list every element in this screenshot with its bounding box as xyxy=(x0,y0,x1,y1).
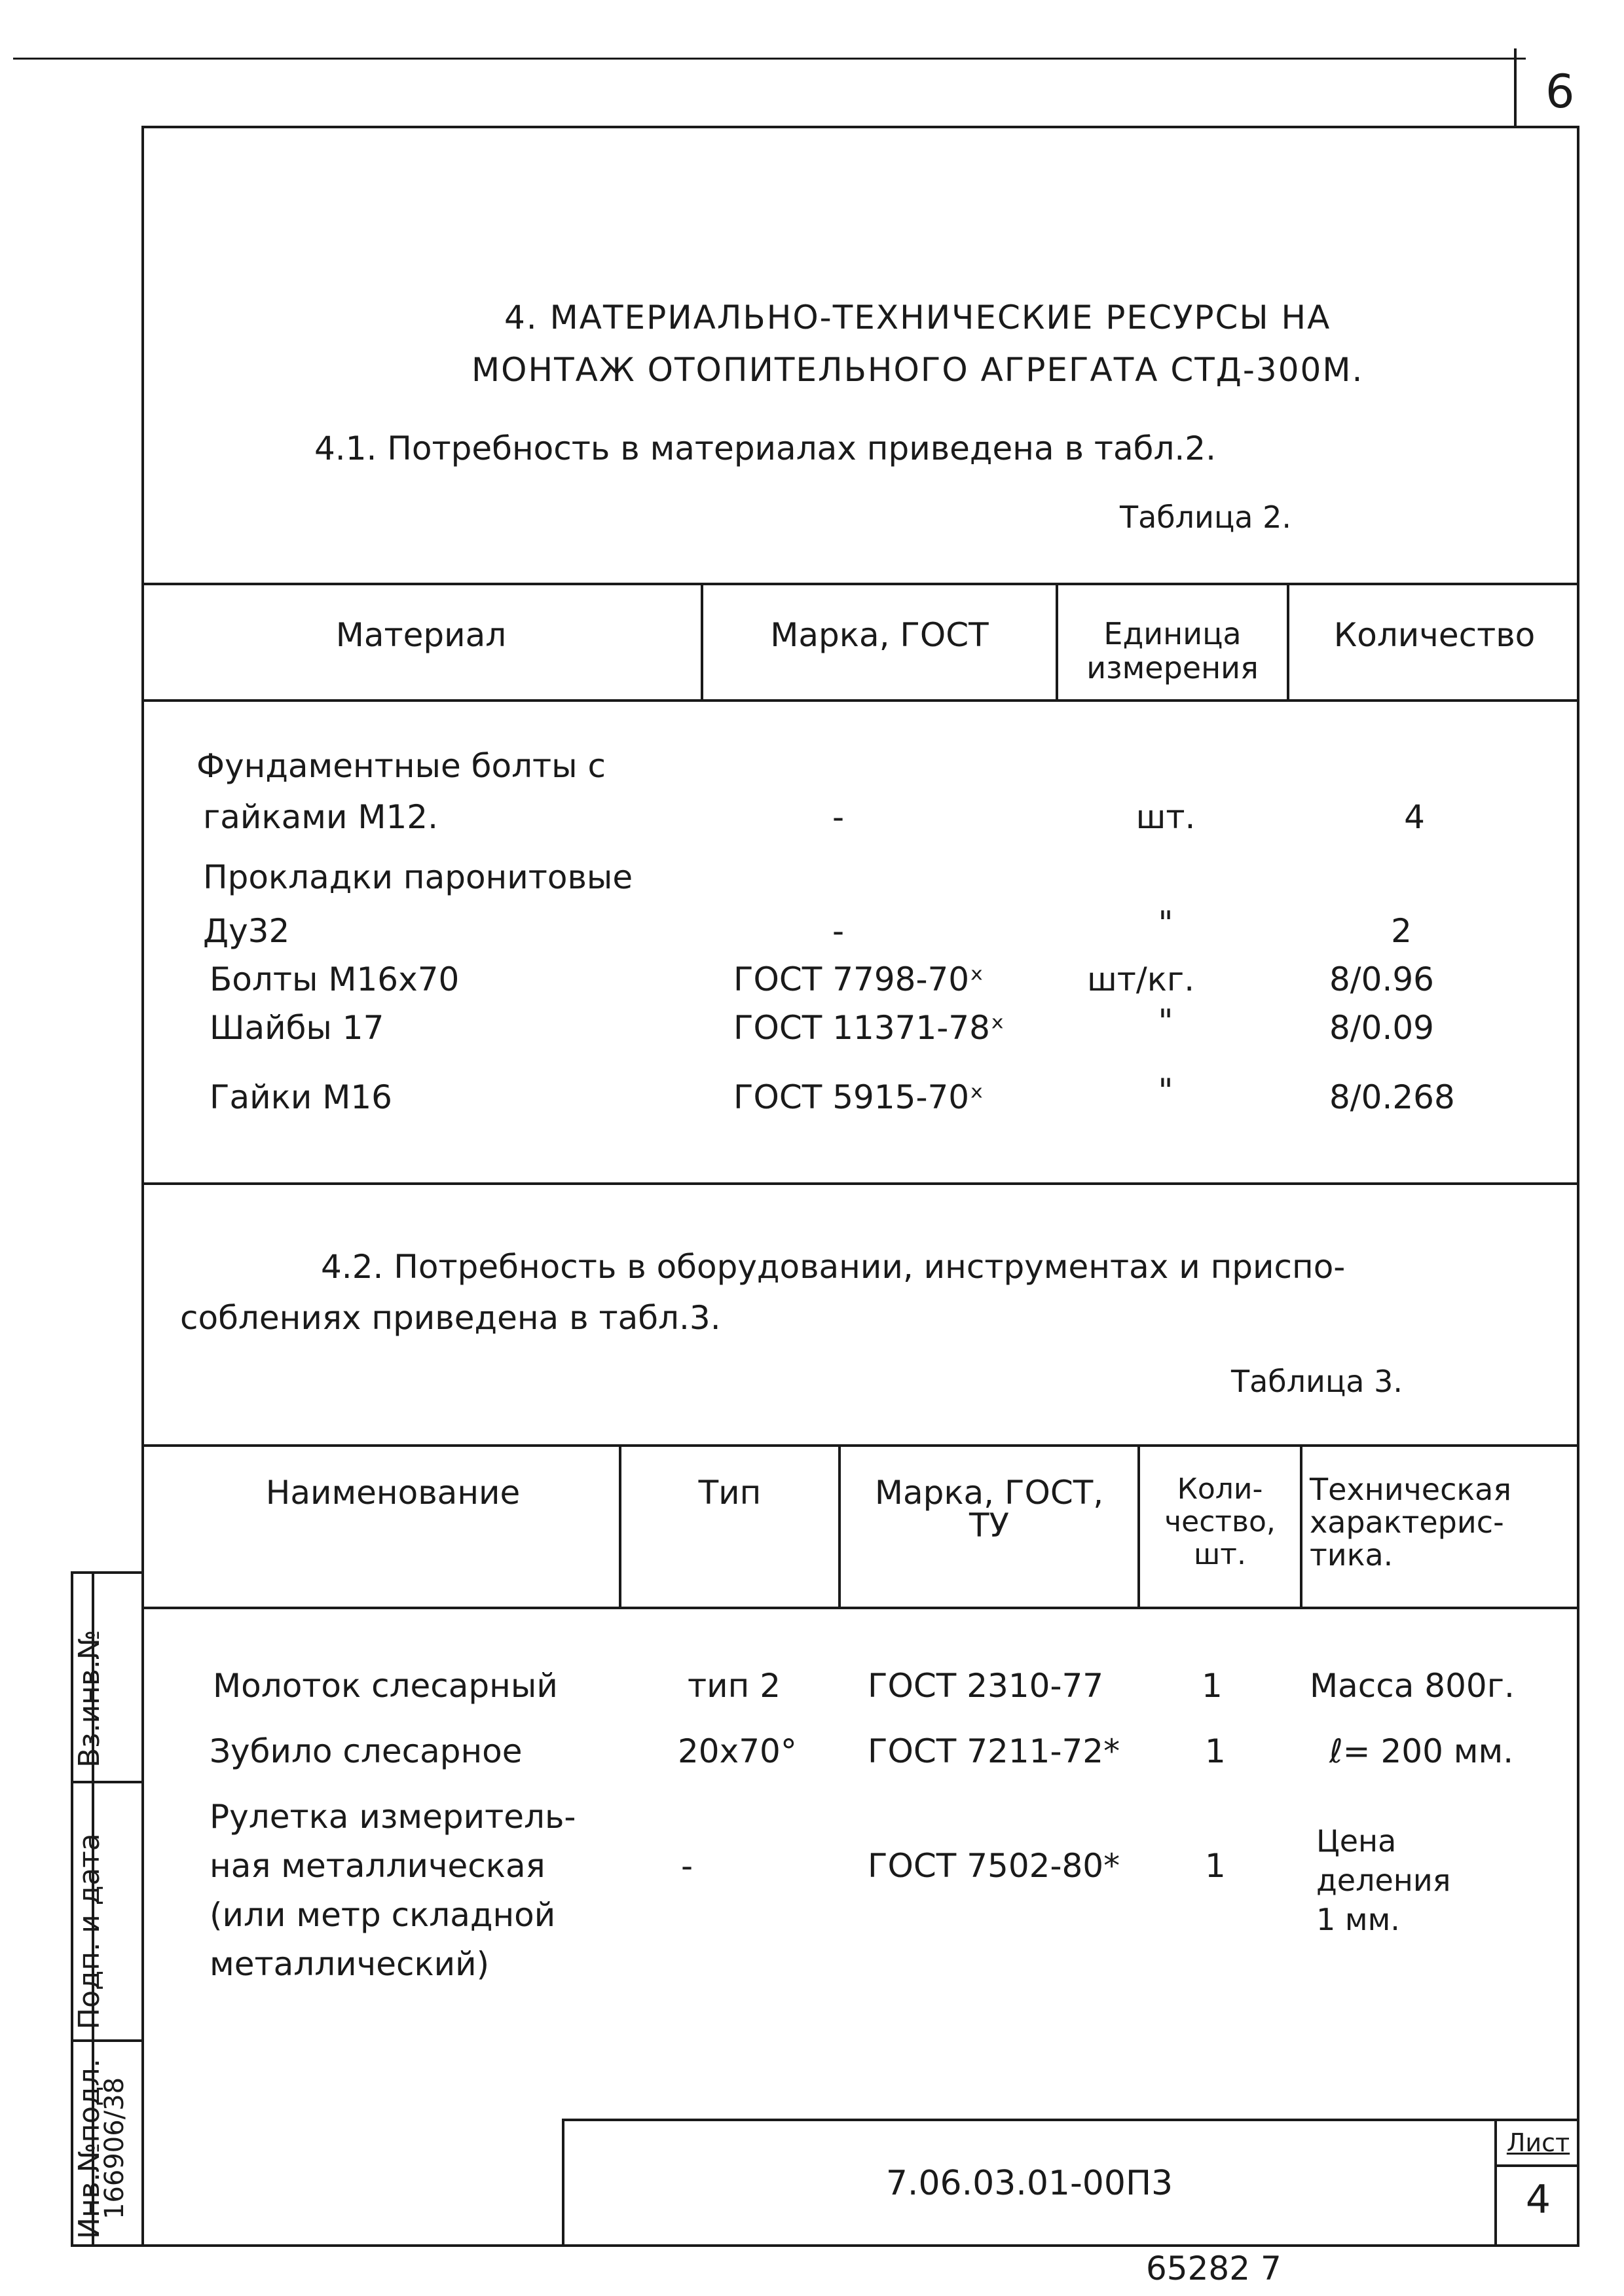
table3-row2-type: 20х70° xyxy=(678,1732,797,1770)
table3-row3-name-line1: Рулетка измеритель- xyxy=(210,1798,576,1836)
table3-row3-tech-line1: Цена xyxy=(1316,1823,1397,1859)
table3-row1-type: тип 2 xyxy=(688,1667,781,1705)
table3-row3-tech-line2: деления xyxy=(1316,1863,1451,1898)
side-stamp-divider-2 xyxy=(72,2039,144,2042)
top-edge-line xyxy=(13,58,1526,60)
table3-row1-tech: Масса 800г. xyxy=(1310,1667,1515,1705)
table3-header-qty-line1: Коли- xyxy=(1177,1472,1263,1506)
table2-row4-material: Шайбы 17 xyxy=(210,1009,384,1047)
table3-header-type: Тип xyxy=(698,1474,762,1512)
table2-header-unit-line2: измерения xyxy=(1086,650,1259,685)
title-block-sheet-number: 4 xyxy=(1525,2177,1551,2223)
corner-box-left-line xyxy=(1514,48,1517,127)
table2-row2-material-line2: Ду32 xyxy=(203,912,290,950)
table2-row3-qty: 8/0.96 xyxy=(1329,960,1434,998)
table2-row4-mark: ГОСТ 11371-78ˣ xyxy=(733,1009,1005,1047)
table3-header-qty-line2: чество, xyxy=(1164,1505,1276,1539)
section-title-line2: МОНТАЖ ОТОПИТЕЛЬНОГО АГРЕГАТА СТД-300М. xyxy=(471,351,1364,389)
table2-row3-material: Болты М16х70 xyxy=(210,960,460,998)
table3-row1-qty: 1 xyxy=(1202,1667,1223,1705)
table3-row3-name-line2: ная металлическая xyxy=(210,1847,545,1885)
table3-row3-tech-line3: 1 мм. xyxy=(1316,1902,1400,1937)
table3-header-tech-line2: характерис- xyxy=(1310,1504,1504,1540)
table3-row3-name-line4: металлический) xyxy=(210,1945,490,1983)
table2-row2-unit: " xyxy=(1158,904,1173,942)
table2-row2-qty: 2 xyxy=(1391,912,1412,950)
side-stamp-inv-orig-value: 166906/38 xyxy=(100,2077,130,2219)
table3-header-qty-line3: шт. xyxy=(1194,1538,1246,1571)
table2-row1-qty: 4 xyxy=(1404,798,1425,836)
table3-row2-mark: ГОСТ 7211-72* xyxy=(868,1732,1120,1770)
table2-row2-material-line1: Прокладки паронитовые xyxy=(203,858,633,896)
table2-row3-mark: ГОСТ 7798-70ˣ xyxy=(733,960,984,998)
table2-row4-qty: 8/0.09 xyxy=(1329,1009,1434,1047)
table3-row3-type: - xyxy=(681,1847,693,1885)
paragraph-4-1: 4.1. Потребность в материалах приведена в табл.2. xyxy=(314,429,1217,467)
table3-col-divider-1 xyxy=(619,1444,621,1608)
title-block-sheet-label-line xyxy=(1494,2164,1579,2167)
table2-row5-mark: ГОСТ 5915-70ˣ xyxy=(733,1078,984,1116)
table3-header-bottom-line xyxy=(141,1607,1579,1609)
side-stamp-sign-date-label: Подп. и дата xyxy=(73,1833,106,2030)
table2-row1-material-line1: Фундаментные болты с xyxy=(196,747,606,785)
table3-row2-tech: ℓ= 200 мм. xyxy=(1329,1732,1514,1770)
table2-row1-unit: шт. xyxy=(1135,798,1196,836)
table3-row3-mark: ГОСТ 7502-80* xyxy=(868,1847,1120,1885)
table2-row2-mark: - xyxy=(832,912,845,950)
table2-header-unit-line1: Единица xyxy=(1103,616,1242,651)
table2-row5-material: Гайки М16 xyxy=(210,1078,392,1116)
table2-row1-material-line2: гайками М12. xyxy=(203,798,439,836)
table2-top-line xyxy=(141,583,1579,585)
table3-row1-name: Молоток слесарный xyxy=(213,1667,558,1705)
table3-header-mark-line2: ТУ xyxy=(969,1506,1009,1544)
table3-row1-mark: ГОСТ 2310-77 xyxy=(868,1667,1104,1705)
side-stamp-divider-1 xyxy=(72,1781,144,1783)
table2-row4-unit: " xyxy=(1158,1002,1173,1040)
paragraph-4-2-line2: соблениях приведена в табл.3. xyxy=(180,1299,721,1337)
table2-caption: Таблица 2. xyxy=(1120,500,1291,535)
table3-header-name: Наименование xyxy=(265,1474,521,1512)
side-stamp-bottom-line xyxy=(71,2244,144,2247)
table2-row3-unit: шт/кг. xyxy=(1087,960,1195,998)
table2-row5-unit: " xyxy=(1158,1072,1173,1110)
table3-top-line xyxy=(141,1444,1579,1447)
page-corner-number: 6 xyxy=(1545,65,1575,118)
title-block-doc-code: 7.06.03.01-00П3 xyxy=(885,2164,1173,2203)
table3-header-tech-line3: тика. xyxy=(1310,1537,1393,1573)
section-title-line1: 4. МАТЕРИАЛЬНО-ТЕХНИЧЕСКИЕ РЕСУРСЫ НА xyxy=(504,299,1331,337)
table3-col-divider-4 xyxy=(1300,1444,1302,1608)
side-stamp-inv-orig-label: Инв.№подл. xyxy=(73,2058,106,2239)
table2-header-mark: Марка, ГОСТ xyxy=(770,616,989,654)
table2-row5-qty: 8/0.268 xyxy=(1329,1078,1455,1116)
table3-row2-qty: 1 xyxy=(1205,1732,1226,1770)
table3-row3-qty: 1 xyxy=(1205,1847,1226,1885)
table3-header-mark-line1: Марка, ГОСТ, xyxy=(874,1474,1104,1512)
table3-row3-name-line3: (или метр складной xyxy=(210,1896,556,1934)
table2-header-bottom-line xyxy=(141,699,1579,702)
side-stamp-top-line xyxy=(72,1571,144,1574)
paragraph-4-2-line1: 4.2. Потребность в оборудовании, инструментах и приспо- xyxy=(321,1248,1346,1286)
side-stamp-replaced-inv-label: Вз.инв.№ xyxy=(73,1630,106,1768)
table2-bottom-line xyxy=(141,1182,1579,1185)
title-block-sheet-label: Лист xyxy=(1506,2128,1570,2157)
table2-row1-mark: - xyxy=(832,798,845,836)
table3-header-tech-line1: Техническая xyxy=(1310,1472,1512,1507)
table3-row2-name: Зубило слесарное xyxy=(210,1732,523,1770)
footer-number: 65282 7 xyxy=(1146,2250,1282,2287)
table2-header-material: Материал xyxy=(335,616,507,654)
table2-header-qty: Количество xyxy=(1333,616,1536,654)
table3-caption: Таблица 3. xyxy=(1231,1364,1403,1399)
